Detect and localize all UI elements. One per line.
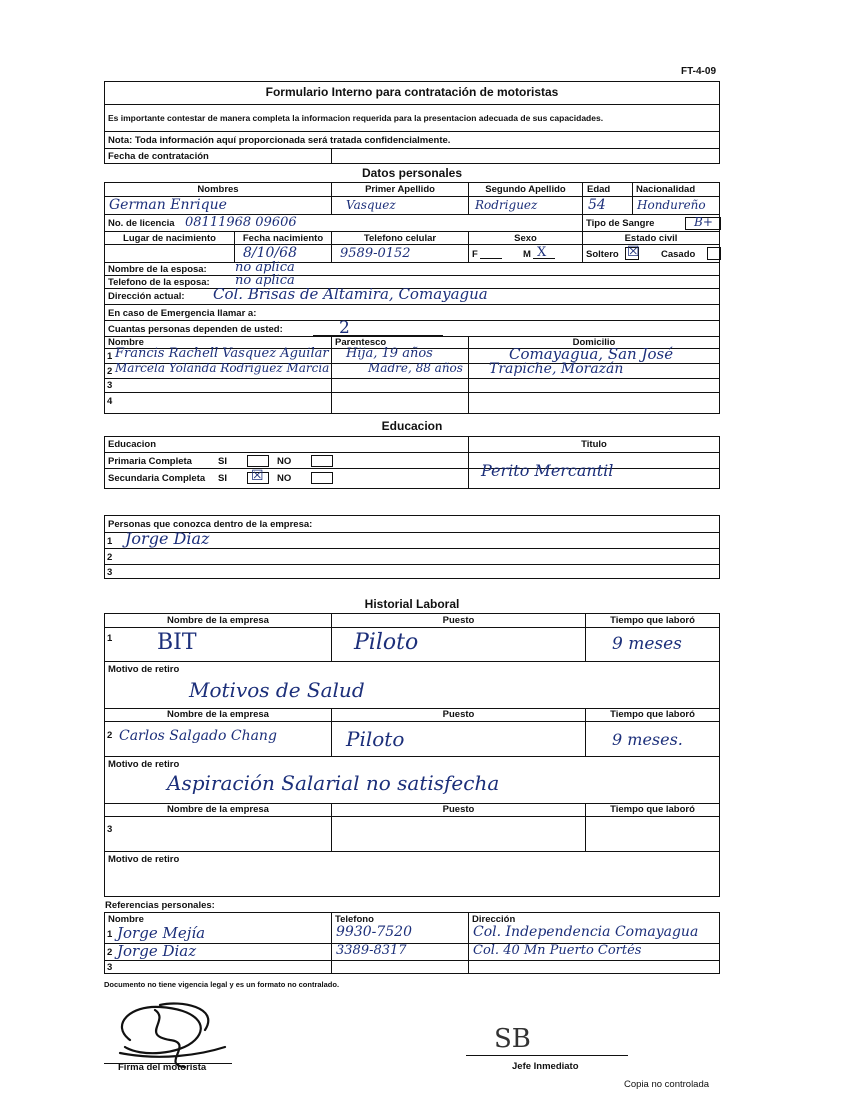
dep-name-1[interactable]: Francis Rachell Vasquez Aguilar xyxy=(115,346,329,361)
h-dep-domicilio: Domicilio xyxy=(572,337,616,348)
titulo-cell[interactable] xyxy=(468,461,719,489)
h-ref-nombre: Nombre xyxy=(108,914,144,925)
job1-motivo-label: Motivo de retiro xyxy=(108,664,180,675)
primer-value: Vasquez xyxy=(346,198,396,212)
personal-section-title: Datos personales xyxy=(361,166,463,180)
job3-values xyxy=(105,816,719,851)
education-section xyxy=(104,436,720,489)
h-tel-cell xyxy=(331,232,468,244)
dep-dom-cell-3[interactable] xyxy=(468,379,719,392)
direccion-label: Dirección actual: xyxy=(108,291,185,302)
h-edad-cell xyxy=(582,183,632,196)
ref-tel-cell-2[interactable] xyxy=(331,944,468,960)
ref-num-1: 1 xyxy=(107,929,113,940)
segundo-cell[interactable] xyxy=(468,197,582,214)
h-dep-parentesco: Parentesco xyxy=(335,337,387,348)
dep-par-cell-3[interactable] xyxy=(331,379,468,392)
dependen-value[interactable]: 2 xyxy=(339,318,350,338)
known-label: Personas que conozca dentro de la empresa: xyxy=(108,519,313,530)
job3-num: 3 xyxy=(107,824,113,835)
driver-signature-label: Firma del motorista xyxy=(118,1062,207,1073)
h-tiempo-cell-1 xyxy=(585,614,719,627)
primaria-si-checkbox[interactable] xyxy=(247,455,269,467)
dep-dom-1: Comayagua, San José xyxy=(509,345,674,363)
h-primer: Primer Apellido xyxy=(365,184,435,195)
h-nombres: Nombres xyxy=(197,184,239,195)
sexo-f: F xyxy=(472,249,478,260)
h-fecha: Fecha nacimiento xyxy=(242,233,324,244)
job1-motivo[interactable]: Motivos de Salud xyxy=(189,678,365,702)
primer-cell[interactable] xyxy=(331,197,468,214)
h-empresa-3: Nombre de la empresa xyxy=(167,804,269,815)
edad-value: 54 xyxy=(588,197,606,213)
secundaria-no-checkbox[interactable] xyxy=(311,472,333,484)
note-row xyxy=(105,131,719,148)
ref-num-2: 2 xyxy=(107,947,113,958)
esposa-label: Nombre de la esposa: xyxy=(108,264,207,275)
job1-puesto: Piloto xyxy=(354,630,419,655)
job2-tiempo-cell[interactable] xyxy=(585,722,719,756)
ref-tel-1: 9930-7520 xyxy=(336,924,412,940)
education-section-title: Educacion xyxy=(381,419,443,433)
known-row-3[interactable] xyxy=(105,564,719,579)
job1-header xyxy=(105,614,719,627)
estado-cell xyxy=(582,245,719,262)
references-label: Referencias personales: xyxy=(105,900,215,911)
dep-row-3 xyxy=(105,378,719,392)
form-header xyxy=(104,81,720,164)
dependen-label: Cuantas personas dependen de usted: xyxy=(108,324,283,335)
job2-values xyxy=(105,721,719,756)
personal-section xyxy=(104,182,720,414)
primaria-no: NO xyxy=(277,456,292,467)
h-sexo-cell xyxy=(468,232,582,244)
job2-num: 2 xyxy=(107,730,113,741)
ref-name-2[interactable]: Jorge Diaz xyxy=(117,942,197,960)
boss-signature-line xyxy=(466,1055,628,1056)
ref-dir-2: Col. 40 Mn Puerto Cortés xyxy=(473,943,642,958)
birth-value-row xyxy=(105,244,719,262)
note-text: Nota: Toda información aquí proporcionada será tratada confidencialmente. xyxy=(108,135,451,146)
titulo-value: Perito Mercantil xyxy=(481,461,614,480)
dep-num-3: 3 xyxy=(107,380,113,391)
known-row-2[interactable] xyxy=(105,548,719,564)
h-ref-telefono: Telefono xyxy=(335,914,374,925)
job2-tiempo: 9 meses. xyxy=(612,730,683,749)
nombres-value[interactable]: German Enrique xyxy=(109,197,227,213)
emergencia-row xyxy=(105,304,719,320)
nac-cell[interactable] xyxy=(632,197,719,214)
sexo-f-line xyxy=(480,258,502,259)
known-num-2: 2 xyxy=(107,552,113,563)
job3-motivo-label: Motivo de retiro xyxy=(108,854,180,865)
dep-num-1: 1 xyxy=(107,351,113,362)
primaria-row xyxy=(105,452,719,468)
dep-par-cell-4[interactable] xyxy=(331,393,468,414)
dep-name-2[interactable]: Marcela Yolanda Rodriguez Marcia xyxy=(115,361,330,375)
intro-text: Es importante contestar de manera completa la informacion requerida para la presentacion adecuada de sus capacidades. xyxy=(108,113,604,123)
work-section-title: Historial Laboral xyxy=(364,597,460,611)
esposa-value[interactable]: no aplica xyxy=(235,260,295,275)
h-estado: Estado civil xyxy=(624,233,678,244)
h-lugar: Lugar de nacimiento xyxy=(123,233,216,244)
casado-label: Casado xyxy=(661,249,696,260)
footer-note: Documento no tiene vigencia legal y es un formato no contralado. xyxy=(104,980,340,989)
direccion-value[interactable]: Col. Brisas de Altamira, Comayagua xyxy=(213,285,488,303)
job2-empresa[interactable]: Carlos Salgado Chang xyxy=(119,728,277,744)
secundaria-si: SI xyxy=(218,473,227,484)
work-section xyxy=(104,613,720,897)
h-tiempo-2: Tiempo que laboró xyxy=(610,709,695,720)
job2-motivo-label: Motivo de retiro xyxy=(108,759,180,770)
h-empresa-1: Nombre de la empresa xyxy=(167,615,269,626)
h-dep-nombre: Nombre xyxy=(108,337,144,348)
known-num-1: 1 xyxy=(107,536,113,547)
ref-row-2 xyxy=(105,943,719,960)
h-titulo-cell xyxy=(468,437,719,452)
sangre-cell xyxy=(582,215,719,231)
soltero-label: Soltero xyxy=(586,249,619,260)
secundaria-label: Secundaria Completa xyxy=(108,473,206,484)
dep-num-4: 4 xyxy=(107,396,113,407)
dep-dom-2: Trapiche, Morazán xyxy=(489,361,624,377)
h-puesto-cell-2 xyxy=(331,709,585,721)
h-nacionalidad: Nacionalidad xyxy=(636,184,696,195)
job2-motivo[interactable]: Aspiración Salarial no satisfecha xyxy=(167,771,500,795)
job3-motivo-label-row xyxy=(105,851,719,866)
dep-dom-cell-4[interactable] xyxy=(468,393,719,414)
ref-num-3: 3 xyxy=(107,962,113,973)
soltero-checkbox[interactable]: ☒ xyxy=(627,244,640,260)
job2-header xyxy=(105,708,719,721)
h-puesto-2: Puesto xyxy=(442,709,475,720)
names-value-row xyxy=(105,196,719,214)
h-ref-direccion: Dirección xyxy=(472,914,516,925)
hire-date-label: Fecha de contratación xyxy=(108,151,209,162)
job3-motivo-field[interactable] xyxy=(105,866,719,897)
ref-tel-cell-3[interactable] xyxy=(331,961,468,974)
primaria-no-checkbox[interactable] xyxy=(311,455,333,467)
h-telefono: Telefono celular xyxy=(363,233,437,244)
tel-esposa-value[interactable]: no aplica xyxy=(235,273,295,288)
nacionalidad-value: Hondureño xyxy=(637,198,706,212)
job2-puesto: Piloto xyxy=(346,727,405,751)
intro-row xyxy=(105,104,719,131)
dependen-row xyxy=(105,320,719,336)
edad-cell[interactable] xyxy=(582,197,632,214)
hire-date-row xyxy=(105,148,719,164)
known-name-1: Jorge Diaz xyxy=(125,529,210,548)
licencia-label: No. de licencia xyxy=(108,218,175,229)
sexo-mark: X xyxy=(537,245,547,260)
job3-puesto-cell[interactable] xyxy=(331,817,585,851)
boss-initials: SB xyxy=(494,1024,531,1054)
casado-checkbox[interactable] xyxy=(707,247,721,260)
copy-stamp: Copia no controlada xyxy=(624,1079,710,1090)
hire-date-field[interactable] xyxy=(331,149,719,164)
ref-name-1[interactable]: Jorge Mejía xyxy=(117,924,206,942)
dep-par-1: Hija, 19 años xyxy=(346,346,433,361)
known-row-1[interactable] xyxy=(105,529,719,548)
dep-row-4 xyxy=(105,392,719,414)
job1-motivo-label-row xyxy=(105,661,719,676)
h-puesto-cell-1 xyxy=(331,614,585,627)
job1-num: 1 xyxy=(107,633,113,644)
primaria-si: SI xyxy=(218,456,227,467)
dep-num-2: 2 xyxy=(107,366,113,377)
known-num-3: 3 xyxy=(107,567,113,578)
job2-puesto-cell[interactable] xyxy=(331,722,585,756)
ref-dir-1: Col. Independencia Comayagua xyxy=(473,924,699,940)
sangre-label: Tipo de Sangre xyxy=(586,218,655,229)
job1-puesto-cell[interactable] xyxy=(331,628,585,661)
job2-motivo-label-row xyxy=(105,756,719,771)
h-sexo: Sexo xyxy=(514,233,537,244)
emergencia-label: En caso de Emergencia llamar a: xyxy=(108,308,257,319)
esposa-row xyxy=(105,262,719,275)
job3-tiempo-cell[interactable] xyxy=(585,817,719,851)
h-primer-cell xyxy=(331,183,468,196)
licencia-value[interactable]: 08111968 09606 xyxy=(185,215,297,230)
names-header-row xyxy=(105,183,719,196)
h-puesto-1: Puesto xyxy=(442,615,475,626)
dep-par-cell-2[interactable] xyxy=(331,361,468,378)
h-titulo: Titulo xyxy=(581,439,607,450)
h-nac-cell xyxy=(632,183,719,196)
h-tiempo-cell-2 xyxy=(585,709,719,721)
telefono-cell[interactable] xyxy=(331,245,468,262)
h-puesto-3: Puesto xyxy=(442,804,475,815)
segundo-value: Rodriguez xyxy=(475,198,538,212)
fecha-value: 8/10/68 xyxy=(243,245,297,261)
telefono-value: 9589-0152 xyxy=(340,246,411,261)
dep-row-2 xyxy=(105,363,719,378)
h-segundo-cell xyxy=(468,183,582,196)
h-tiempo-1: Tiempo que laboró xyxy=(610,615,695,626)
ref-dir-cell-3[interactable] xyxy=(468,961,719,974)
sangre-box[interactable] xyxy=(685,217,721,230)
job1-values xyxy=(105,627,719,661)
dep-dom-cell-2[interactable] xyxy=(468,361,719,378)
form-code: FT-4-09 xyxy=(681,66,717,77)
ref-row-3 xyxy=(105,960,719,974)
job3-header xyxy=(105,803,719,816)
secundaria-no: NO xyxy=(277,473,292,484)
boss-signature-label: Jefe Inmediato xyxy=(512,1061,579,1072)
direccion-row xyxy=(105,285,719,304)
tel-esposa-label: Telefono de la esposa: xyxy=(108,277,210,288)
job1-tiempo: 9 meses xyxy=(612,634,682,654)
known-section xyxy=(104,515,720,579)
birth-header-row xyxy=(105,231,719,244)
ref-dir-cell-1[interactable] xyxy=(468,926,719,943)
h-segundo: Segundo Apellido xyxy=(485,184,566,195)
ref-tel-2: 3389-8317 xyxy=(336,943,407,958)
sangre-value: B+ xyxy=(694,215,713,229)
licencia-row xyxy=(105,214,719,231)
primaria-label: Primaria Completa xyxy=(108,456,192,467)
sexo-m: M xyxy=(523,249,531,260)
h-empresa-2: Nombre de la empresa xyxy=(167,709,269,720)
h-tiempo-3: Tiempo que laboró xyxy=(610,804,695,815)
h-edad: Edad xyxy=(587,184,611,195)
dep-par-2: Madre, 88 años xyxy=(368,361,463,375)
form-title: Formulario Interno para contratación de motoristas xyxy=(265,85,559,99)
ref-row-1 xyxy=(105,926,719,943)
h-puesto-cell-3 xyxy=(331,804,585,816)
edu-header-row xyxy=(105,437,719,452)
h-fecha-cell xyxy=(234,232,331,244)
sexo-cell[interactable] xyxy=(468,245,582,262)
secundaria-si-checkbox[interactable]: ☒ xyxy=(247,472,269,484)
job1-tiempo-cell[interactable] xyxy=(585,628,719,661)
references-section xyxy=(104,912,720,974)
ref-dir-cell-2[interactable] xyxy=(468,944,719,960)
h-estado-cell xyxy=(582,232,719,244)
job1-empresa[interactable]: BIT xyxy=(157,630,197,655)
ref-tel-cell-1[interactable] xyxy=(331,926,468,943)
h-educacion: Educacion xyxy=(108,439,157,450)
h-tiempo-cell-3 xyxy=(585,804,719,816)
